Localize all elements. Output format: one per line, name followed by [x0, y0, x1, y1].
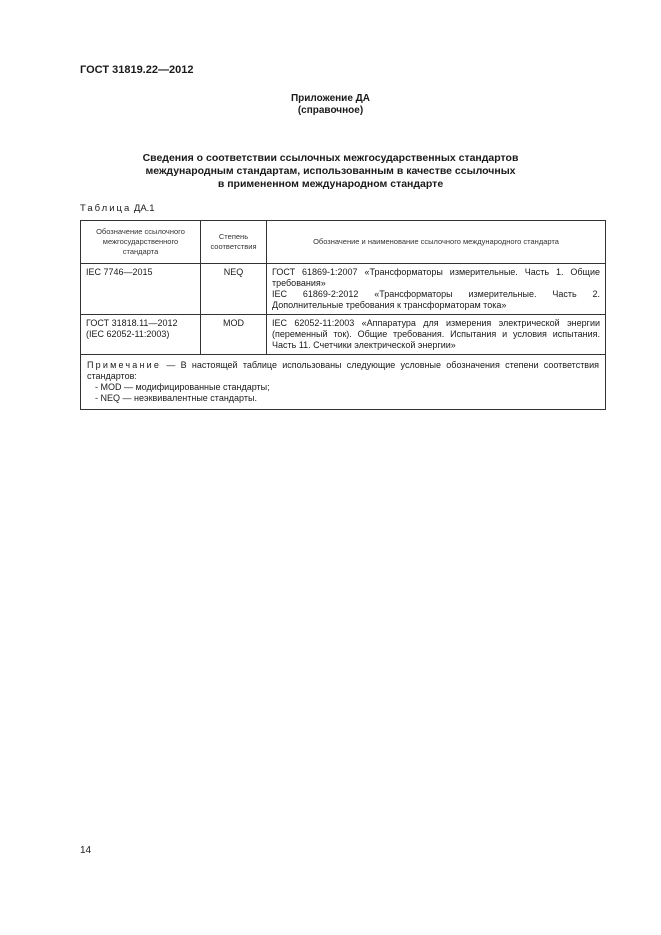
- page-number: 14: [80, 845, 92, 856]
- heading-line: в примененном международном стандарте: [217, 178, 444, 190]
- cell-standard: [81, 315, 201, 355]
- table-caption-word: Таблица: [80, 203, 132, 214]
- standards-table: [80, 220, 606, 410]
- note-item: - MOD — модифицированные стандарты;: [95, 382, 270, 392]
- heading-line: Сведения о соответствии ссылочных межгосударственных стандартов: [142, 152, 519, 164]
- standard-code: IEC 7746—2015: [86, 267, 153, 277]
- header-international-standard: Обозначение и наименование ссылочного международного стандарта: [267, 221, 606, 264]
- annex-title: Приложение ДА: [290, 93, 371, 104]
- cell-standard: [81, 264, 201, 315]
- standard-code: ГОСТ 31818.11—2012: [86, 318, 178, 328]
- heading-line: международным стандартам, использованным в качестве ссылочных: [145, 165, 516, 177]
- note-label: Примечание: [87, 360, 162, 370]
- international-standard: IEC 62052-11:2003 «Аппаратура для измерения электрической энергии (переменный ток). Общие требования. Испытания и условия испытания. Часть 11. Счетчики электрической энергии»: [272, 318, 600, 350]
- annex-subtitle: (справочное): [297, 105, 364, 116]
- table-row: [81, 264, 606, 315]
- note-text: — В настоящей таблице использованы следующие условные обозначения степени соответствия стандартов:: [87, 360, 599, 381]
- table-header-row: [81, 221, 606, 264]
- cell-degree: MOD: [201, 315, 267, 355]
- document-code: ГОСТ 31819.22—2012: [80, 64, 194, 76]
- header-degree: Степень соответствия: [201, 221, 267, 264]
- cell-degree: NEQ: [201, 264, 267, 315]
- table-caption: [80, 203, 155, 214]
- cell-international: [267, 315, 606, 355]
- header-interstate-standard: Обозначение ссылочного межгосударственного стандарта: [81, 221, 201, 264]
- international-standard: ГОСТ 61869-1:2007 «Трансформаторы измерительные. Часть 1. Общие требования»: [272, 267, 600, 288]
- table-row: [81, 315, 606, 355]
- table-note-row: [81, 355, 606, 410]
- table-note: [81, 355, 606, 410]
- international-standard: IEC 61869-2:2012 «Трансформаторы измерительные. Часть 2. Дополнительные требования к трансформаторам тока»: [272, 289, 600, 310]
- table-caption-number: ДА.1: [133, 203, 155, 214]
- section-heading: [0, 152, 661, 191]
- cell-international: [267, 264, 606, 315]
- standard-code: (IEC 62052-11:2003): [86, 329, 170, 339]
- note-item: - NEQ — неэквивалентные стандарты.: [95, 393, 257, 403]
